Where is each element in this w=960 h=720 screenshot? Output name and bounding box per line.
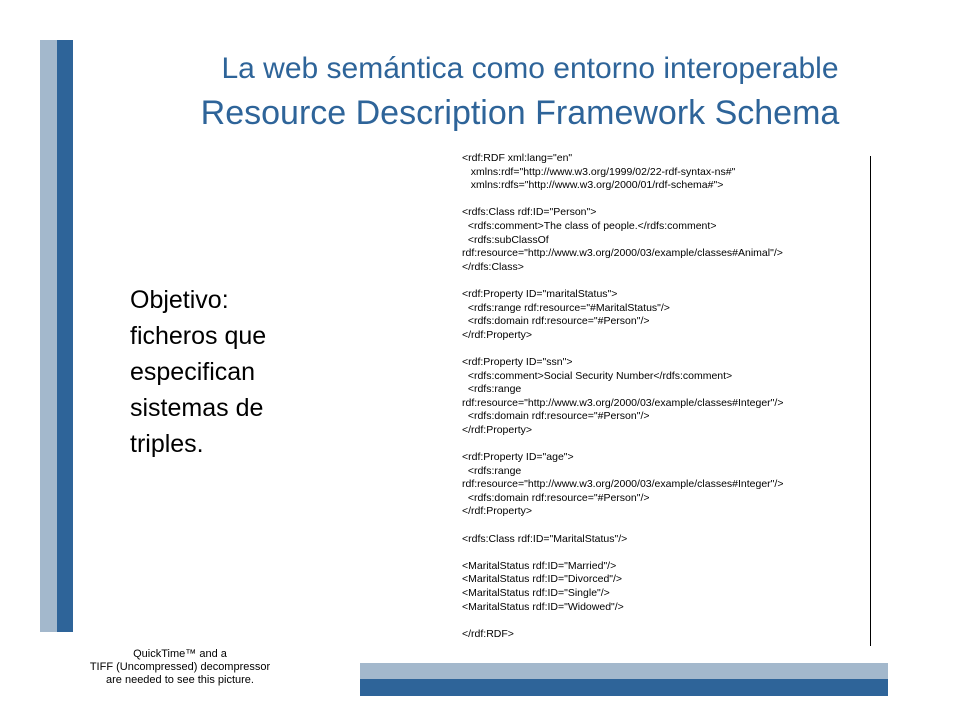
code-line: </rdf:Property> (462, 423, 533, 436)
code-line (462, 342, 867, 356)
code-line: <rdfs:domain rdf:resource="#Person"/> (462, 315, 650, 328)
notice-line: TIFF (Uncompressed) decompressor (89, 661, 271, 673)
code-line: <rdfs:domain rdf:resource="#Person"/> (462, 410, 650, 423)
code-line: <MaritalStatus rdf:ID="Single"/> (462, 587, 610, 599)
bottom-accent-bar-dark (360, 679, 888, 696)
code-line (462, 274, 867, 288)
notice-line: QuickTime™ and a (133, 648, 227, 660)
objective-line: sistemas de (130, 394, 264, 422)
code-line (462, 614, 867, 628)
code-line: <MaritalStatus rdf:ID="Married"/> (462, 559, 617, 572)
code-line (462, 546, 867, 560)
code-line: </rdf:Property> (462, 505, 533, 518)
code-line: <rdf:RDF xml:lang="en" (462, 152, 573, 164)
code-line: rdf:resource="http://www.w3.org/2000/03/example/classes#Integer"/> (462, 478, 784, 491)
objective-text (130, 282, 350, 462)
objective-line: ficheros que (130, 322, 267, 350)
slide-title: La web semántica como entorno interoperable (221, 52, 839, 85)
code-divider-line (870, 156, 871, 646)
code-line: <rdf:Property ID="ssn"> (462, 355, 573, 368)
code-line: <rdfs:range (462, 383, 522, 396)
bottom-accent-bar-light (360, 663, 888, 679)
code-line: <rdfs:comment>The class of people.</rdfs:comment> (462, 219, 717, 232)
notice-line: are needed to see this picture. (106, 674, 254, 686)
code-line (462, 437, 867, 451)
code-line: <rdfs:comment>Social Security Number</rdfs:comment> (462, 369, 733, 382)
code-line: <rdfs:range (462, 464, 522, 477)
code-line: rdf:resource="http://www.w3.org/2000/03/example/classes#Integer"/> (462, 396, 784, 409)
code-line: xmlns:rdfs="http://www.w3.org/2000/01/rdf-schema#"> (462, 179, 724, 192)
code-line (462, 193, 867, 207)
objective-line: triples. (130, 430, 204, 458)
objective-line: Objetivo: (130, 286, 229, 314)
code-line: </rdf:Property> (462, 328, 533, 341)
code-line: <rdfs:subClassOf (462, 233, 549, 246)
code-line: <rdfs:Class rdf:ID="MaritalStatus"/> (462, 532, 628, 545)
code-line: </rdfs:Class> (462, 260, 524, 273)
code-line: xmlns:rdf="http://www.w3.org/1999/02/22-rdf-syntax-ns#" (462, 165, 736, 178)
code-line: rdf:resource="http://www.w3.org/2000/03/example/classes#Animal"/> (462, 247, 783, 260)
code-line: <MaritalStatus rdf:ID="Widowed"/> (462, 600, 624, 613)
rdfs-code-listing (462, 152, 867, 641)
code-line: <rdfs:Class rdf:ID="Person"> (462, 206, 597, 219)
code-line: <MaritalStatus rdf:ID="Divorced"/> (462, 573, 623, 586)
code-line: <rdf:Property ID="age"> (462, 451, 574, 464)
code-line: <rdf:Property ID="maritalStatus"> (462, 287, 618, 300)
objective-line: especifican (130, 358, 256, 386)
missing-image-notice (40, 648, 320, 687)
code-line: <rdfs:range rdf:resource="#MaritalStatus"/> (462, 301, 670, 314)
code-line: </rdf:RDF> (462, 627, 514, 640)
code-line (462, 519, 867, 533)
slide-subtitle: Resource Description Framework Schema (200, 94, 840, 132)
code-line: <rdfs:domain rdf:resource="#Person"/> (462, 491, 650, 504)
